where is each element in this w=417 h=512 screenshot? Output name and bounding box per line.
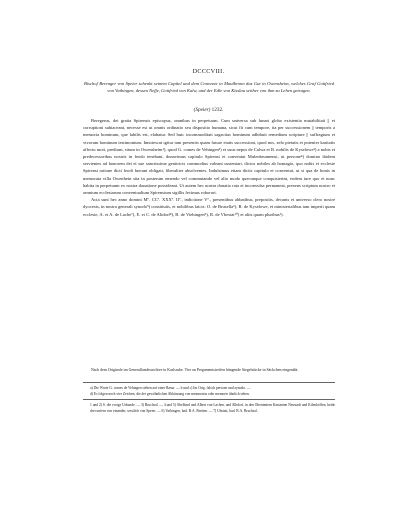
charter-text [83, 117, 335, 218]
date-year: 1232. [211, 107, 224, 113]
document-number: DCCCVIII. [192, 68, 225, 75]
footnote-divider [83, 399, 335, 400]
numbered-footnotes: 1 und 2) S. die vorige Urkunde. — 3) Bruchsal. — 4 und 5) Abelhard und Albert von Lachen, und Albdorf, in den Oberämtern Kastanien Neustadt und Kilenköffen, beide drei unfern von einander, westlich von Speier. — 6) Vaihingen, bad. B.A. Bretten. — 7) Ubstatt, bad. B.A. Bruchsal. [90, 403, 335, 413]
footnote-divider [83, 382, 335, 383]
date-place: (Speier) [193, 107, 211, 113]
document-summary: Bischof Berenger von Speier schenkt seinem Capitel und dem Convente in Maulbronn das Gut in Owensheim, welches Graf Gottfried von Vaihingen, dessen Neffe, Gottfried von Kalw, und der Edle von Kisslau seither von ihm zu Lehen getragen. [84, 81, 334, 93]
footnote-line: d) Es folgen noch vier Zeichen, die der gewöhnlichen Abkürzung von memoratus oder memorie ähnlich sehen. [90, 391, 250, 396]
text-critical-footnotes [90, 386, 335, 397]
charter-paragraph: Acta sunt hec anno domini Mº. CCº. XXXº. IIº., indictione Vª., presentibus abbatibus, prepositis, decanis et universo clero nostre dyocesis, in nostra generali synodo⁵) constitutis, et nobilibus laicis: O. de Brusella⁶), R. de Kyselowe, et ministerialibus tam imperii quam ecclesie, A. et A. de Lache⁷), E. et C. de Altdorf⁸), B. de Viehingen⁹), R. de Vbestat¹⁰) et aliis quam pluribus¹). [83, 197, 335, 217]
source-note: Nach dem Originale im Generallandesarchive in Karlsruhe. Vier an Pergamentstreifen hängende Siegelstücke in Säckchen eingenäht. [91, 368, 299, 372]
date-line [0, 107, 417, 113]
charter-paragraph: Beregerus, dei gratia Spirensis episcopus, omnibus in perpetuum. Cum universa sub lunari globo existentia mutabilitati || et corruptioni subiaceant, necesse est ut omnis ordinatio seu dispositio humana, sicut fit cum tempore, ita per successionem || temporis a memoria hominum, que labilis est, elabatur. Sed huic incommoditati sagacitas hominum adhibuit remedium scripture || suffragium et vivorum hominum testimonium. Innotescat igitur tam presentis quam future etatis successioni, quod nos, zelo pietatis et potenter karitatis affectu moti, predium, situm in Owensheim¹), quod G. comes de Vehingen²) et suus nepos de Calwa et R. nobilis de Kyselowe³) a nobis et predecessoribus nostris in feodo tenebant, donavimus capitulo Spirensi et conventui Mulenbrunnensi, ut persone⁴) domino ibidem servientes ad honorem dei et sue sanctissime genitricis commodius valeant sustentari, dictos nobiles ab homagio, quo nobis et ecclesie Spirensi ratione dicti feodi fuerant obligati, liberaliter absolventes. Indulsimus etiam dictis capitulo et conventui, ut si qua de bonis in memorata villa Owenhein sita in posterum emendo vel commutando vel alio modo quecunque conquisierint, eodem iure quo et nunc habita in perpetuum ex nostra donatione possideant. Ut autem hec nostra donatio rata et inconvulsa permaneat, presens scriptum nostro et omnium ecclesiarum conventualium Spirensium sigillis fecimus roborari. [83, 118, 335, 196]
footnote-line: a) Die Worte G. comes de Vehingen stehen auf einer Rasur. — b und c) Im Orig. falsch persone und zynodo. — [90, 386, 251, 390]
